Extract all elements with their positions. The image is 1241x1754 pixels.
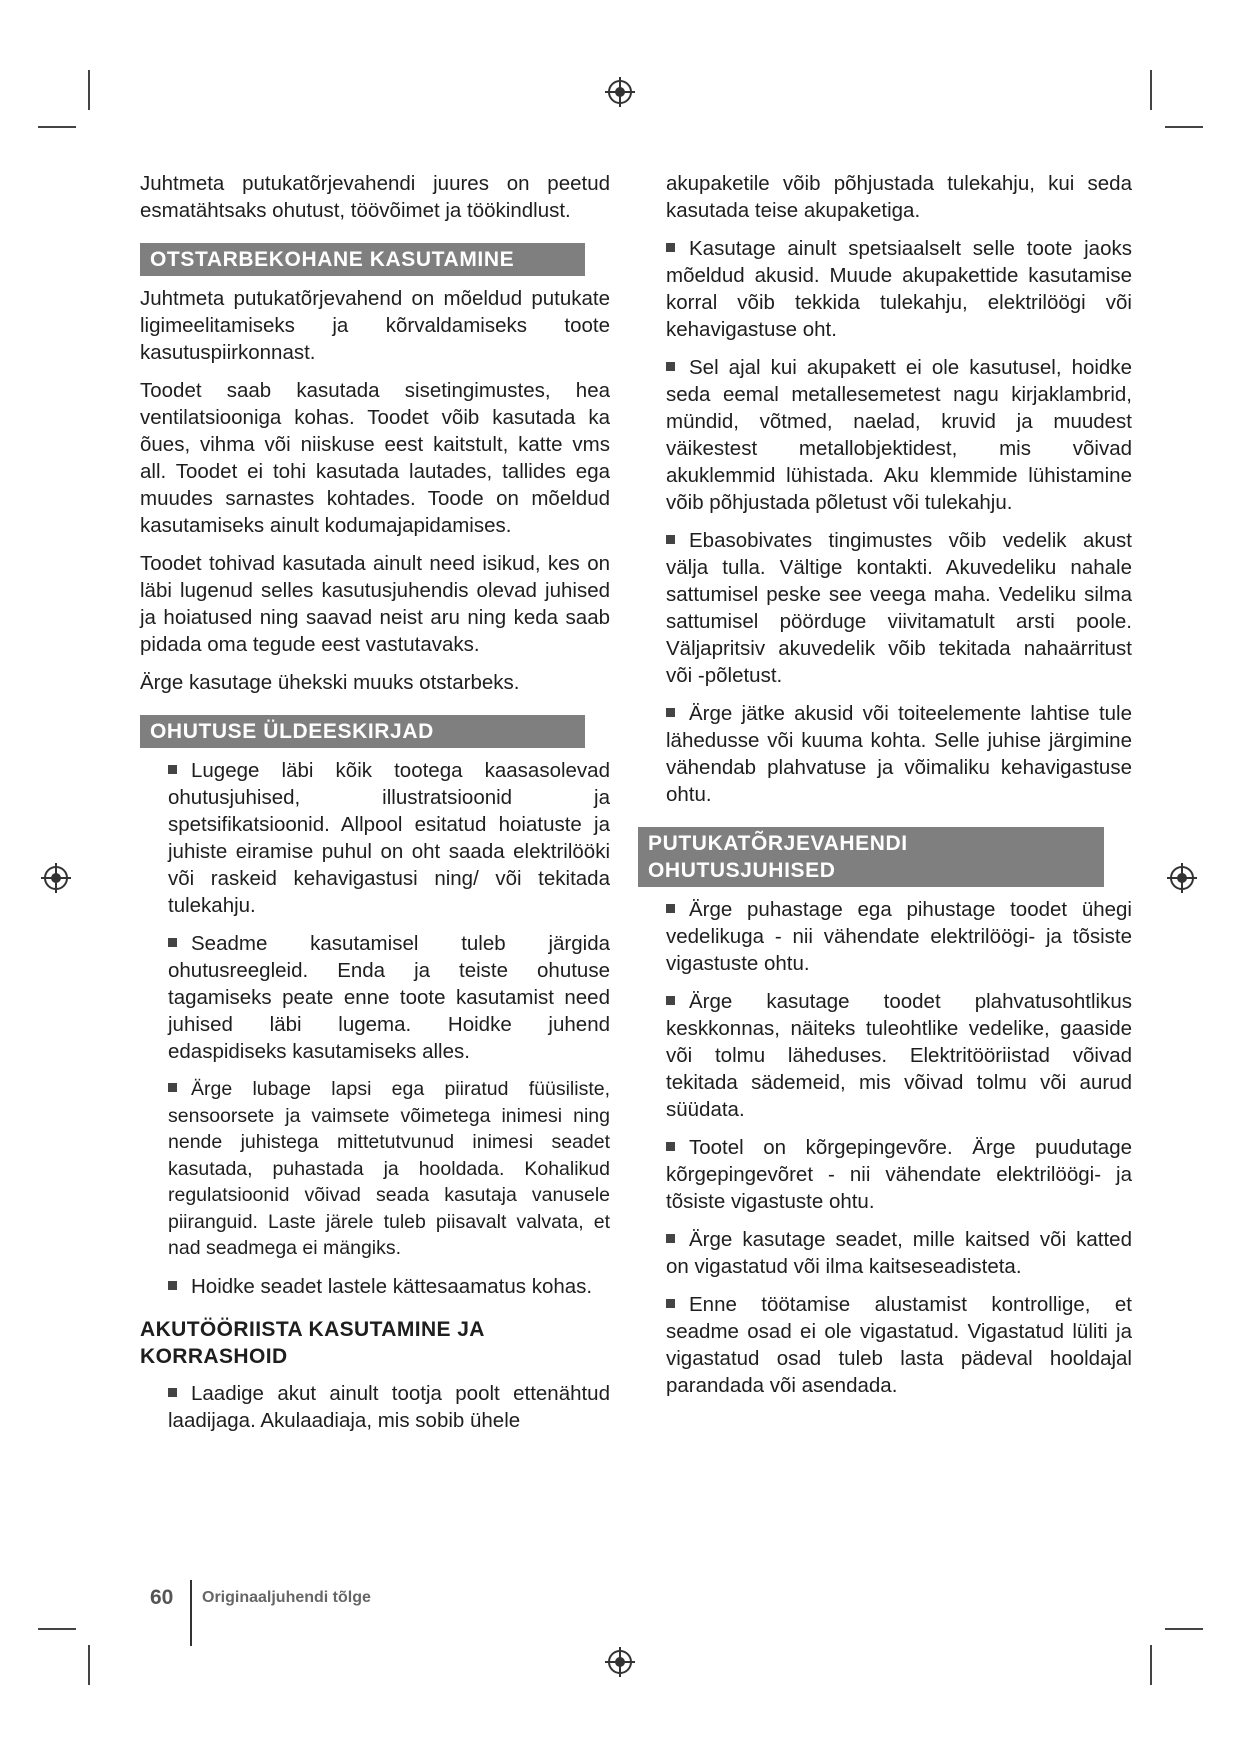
left-column	[140, 170, 610, 1445]
footer-divider	[190, 1580, 192, 1646]
battery-tool-list	[168, 1380, 610, 1434]
bullet-square-icon	[666, 1142, 675, 1151]
crop-mark	[88, 70, 90, 110]
crop-mark	[1165, 126, 1203, 128]
list-item: Sel ajal kui akupakett ei ole kasutusel, hoidke seda eemal metallesemetest nagu kirjaklambrid, mündid, võtmed, naelad, kruvid ja muudest väikestest metallobjektidest, mis võivad akuklemmid lühistada. Aku klemmide lühistamine võib põhjustada põletust või tulekahju.	[666, 356, 1132, 514]
bullet-square-icon	[168, 938, 177, 947]
registration-mark-icon	[604, 1646, 636, 1678]
bullet-square-icon	[168, 1083, 177, 1092]
list-item: Ärge kasutage seadet, mille kaitsed või katted on vigastatud või ilma kaitseseadisteta.	[666, 1228, 1132, 1278]
footer-label: Originaaljuhendi tõlge	[202, 1589, 371, 1606]
section-heading-insect-killer-safety: PUTUKATÕRJEVAHENDI OHUTUSJUHISED	[638, 827, 1104, 887]
intro-paragraph: Juhtmeta putukatõrjevahendi juures on peetud esmatähtsaks ohutust, töövõimet ja töökindlust.	[140, 172, 610, 222]
continuation-paragraph: akupaketile võib põhjustada tulekahju, kui seda kasutada teise akupaketiga.	[666, 172, 1132, 222]
list-item: Hoidke seadet lastele kättesaamatus kohas.	[168, 1273, 610, 1300]
crop-mark	[38, 126, 76, 128]
crop-mark	[38, 1628, 76, 1630]
crop-mark	[88, 1645, 90, 1685]
list-item: Ärge jätke akusid või toiteelemente lahtise tule lähedusse või kuuma kohta. Selle juhise järgimine vähendab plahvatuse ja võimaliku kehavigastuse ohtu.	[666, 702, 1132, 806]
bullet-square-icon	[168, 1281, 177, 1290]
registration-mark-icon	[604, 76, 636, 108]
section-heading-battery-tool: AKUTÖÖRIISTA KASUTAMINE JA KORRASHOID	[140, 1317, 485, 1368]
insect-killer-safety-list	[666, 896, 1132, 1399]
list-item: Enne töötamise alustamist kontrollige, et seadme osad ei ole vigastatud. Vigastatud lüliti ja vigastatud osad tuleb lasta pädeval hooldajal parandada või asendada.	[666, 1293, 1132, 1397]
registration-mark-icon	[40, 862, 72, 894]
bullet-square-icon	[168, 1388, 177, 1397]
list-item: Ärge puhastage ega pihustage toodet ühegi vedelikuga - nii vähendate elektrilöögi- ja tõsiste vigastuste ohtu.	[666, 898, 1132, 975]
page-number: 60	[150, 1586, 174, 1609]
list-item: Lugege läbi kõik tootega kaasasolevad ohutusjuhised, illustratsioonid ja spetsifikatsioonid. Allpool esitatud hoiatuste ja juhiste eiramise puhul on oht saada elektrilööki või raskeid kehavigastusi ning/ või tekitada tulekahju.	[168, 759, 610, 917]
list-item: Seadme kasutamisel tuleb järgida ohutusreegleid. Enda ja teiste ohutuse tagamiseks peate enne toote kasutamist need juhised läbi lugema. Hoidke juhend edaspidiseks kasutamiseks alles.	[168, 932, 610, 1063]
bullet-square-icon	[666, 243, 675, 252]
section-heading-general-safety: OHUTUSE ÜLDEESKIRJAD	[140, 715, 585, 748]
list-item: Ärge lubage lapsi ega piiratud füüsiliste, sensoorsete ja vaimsete võimetega inimesi ning nende juhistega mittetutvunud inimesi seadet kasutada, puhastada ja hooldada. Kohalikud regulatsioonid võivad seada kasutaja vanusele piiranguid. Laste järele tuleb piisavalt valvata, et nad seadmega ei mängiks.	[168, 1078, 610, 1259]
list-item: Ebasobivates tingimustes võib vedelik akust välja tulla. Vältige kontakti. Akuvedeliku nahale sattumisel peske see veega maha. Vedeliku silma sattumisel pöörduge viivitamatult arsti poole. Väljapritsiv akuvedelik võib tekitada nahaärritust või -põletust.	[666, 529, 1132, 687]
paragraph: Ärge kasutage ühekski muuks otstarbeks.	[140, 671, 520, 694]
list-item: Kasutage ainult spetsiaalselt selle toote jaoks mõeldud akusid. Muude akupakettide kasutamise korral võib tekkida tulekahju, elektrilöögi või kehavigastuse oht.	[666, 237, 1132, 341]
paragraph: Toodet tohivad kasutada ainult need isikud, kes on läbi lugenud selles kasutusjuhendis olevad juhised ja hoiatused ning saavad neist aru ning keda saab pidada oma tegude eest vastutavaks.	[140, 552, 610, 656]
bullet-square-icon	[666, 708, 675, 717]
general-safety-list	[168, 757, 610, 1300]
registration-mark-icon	[1166, 862, 1198, 894]
bullet-square-icon	[666, 1299, 675, 1308]
right-column	[648, 170, 1132, 1410]
crop-mark	[1150, 70, 1152, 110]
bullet-square-icon	[168, 765, 177, 774]
list-item: Laadige akut ainult tootja poolt ettenähtud laadijaga. Akulaadiaja, mis sobib ühele	[168, 1381, 610, 1432]
section-heading-intended-use: OTSTARBEKOHANE KASUTAMINE	[140, 243, 585, 276]
list-item: Ärge kasutage toodet plahvatusohtlikus keskkonnas, näiteks tuleohtlike vedelike, gaaside või tolmu läheduses. Elektritööriistad võivad tekitada sädemeid, mis võivad tolmu või aurud süüdata.	[666, 990, 1132, 1121]
list-item: Tootel on kõrgepingevõre. Ärge puudutage kõrgepingevõret - nii vähendate elektrilöögi- ja tõsiste vigastuste ohtu.	[666, 1136, 1132, 1213]
paragraph: Toodet saab kasutada sisetingimustes, hea ventilatsiooniga kohas. Toodet võib kasutada ka õues, vihma või niiskuse eest kaitstult, katte vms all. Toodet ei tohi kasutada lautades, tallides ega muudes sarnastes kohtades. Toode on mõeldud kasutamiseks ainult kodumajapidamises.	[140, 379, 610, 537]
crop-mark	[1150, 1645, 1152, 1685]
battery-safety-list	[666, 235, 1132, 808]
bullet-square-icon	[666, 904, 675, 913]
bullet-square-icon	[666, 996, 675, 1005]
paragraph: Juhtmeta putukatõrjevahend on mõeldud putukate ligimeelitamiseks ja kõrvaldamiseks toote kasutuspiirkonnast.	[140, 287, 610, 364]
crop-mark	[1165, 1628, 1203, 1630]
bullet-square-icon	[666, 535, 675, 544]
bullet-square-icon	[666, 1234, 675, 1243]
bullet-square-icon	[666, 362, 675, 371]
